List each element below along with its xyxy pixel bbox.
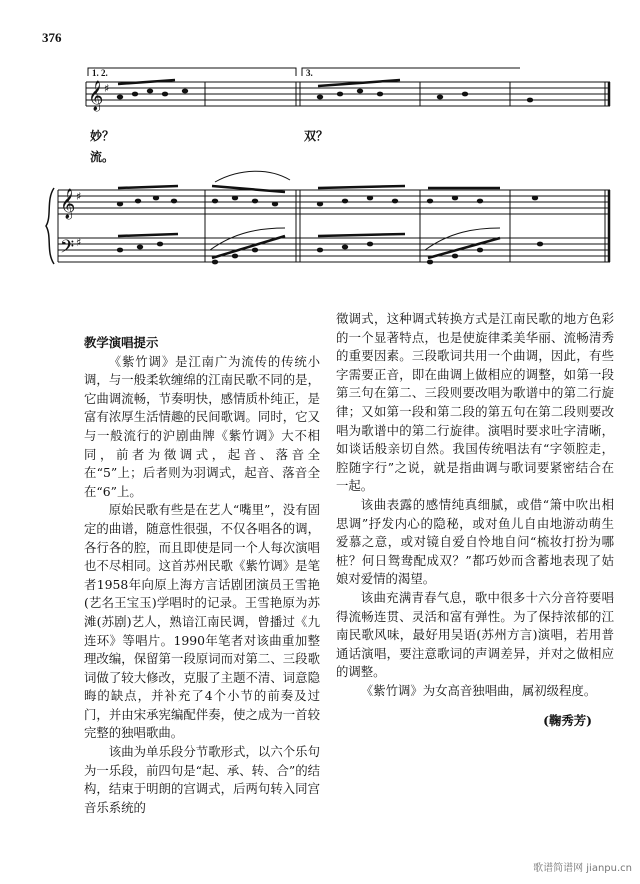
lyric: 流。	[90, 150, 115, 164]
svg-text:♯: ♯	[104, 82, 110, 95]
author: (鞠秀芳)	[543, 713, 592, 729]
watermark: 歌谱简谱网 jianpu.cn	[533, 863, 632, 874]
paragraph: 该曲表露的感情纯真细腻，或借“箫中吹出相思调”抒发内心的隐秘，或对鱼儿自由地游动萌生爱慕之意，或对镜自爱自怜地自问“梳妆打扮为哪桩？何日鸳鸯配成双？”都巧妙而含蓄地表现了姑娘对爱情的渴望。	[336, 496, 614, 587]
piano-bass-staff	[58, 238, 610, 262]
lyric: 双？	[304, 129, 329, 143]
right-column	[336, 310, 614, 731]
lyric: 妙？	[90, 129, 115, 143]
paragraph: 该曲为单乐段分节歌形式，以六个乐句为一乐段，前四句是“起、承、转、合”的结构，结束于明朗的宫调式，后两句转入同宫音乐系统的	[84, 744, 320, 815]
paragraph: 《紫竹调》为女高音独唱曲，属初级程度。	[360, 682, 597, 698]
volta-1: 1. 2.	[92, 68, 108, 78]
page-number: 376	[42, 30, 62, 45]
svg-text:𝄞: 𝄞	[88, 81, 104, 111]
paragraph: 《紫竹调》是江南广为流传的传统小调，与一般柔软缠绵的江南民歌不同的是，它曲调流畅，节奏明快，感情质朴纯正，是富有浓厚生活情趣的民间歌调。同时，它又与一般流行的沪剧曲牌《紫竹调》大不相同，前者为徵调式，起音、落音全在“5”上；后者则为羽调式，起音、落音全在“6”上。	[84, 353, 320, 499]
paragraph: 原始民歌有些是在艺人“嘴里”，没有固定的曲谱，随意性很强，不仅各唱各的调，各行各的腔，而且即使是同一个人每次演唱也不尽相同。这首苏州民歌《紫竹调》是笔者1958年向原上海方言话剧团演员王雪艳(艺名王宝玉)学唱时的记录。王雪艳原为苏滩(苏剧)艺人，熟谙江南民调，曾播过《九连环》等唱片。1990年笔者对该曲重加整理改编，保留第一段原词而对第二、三段歌词做了较大修改，克服了主题不清、词意隐晦的缺点，并补充了4个小节的前奏及过门，并由宋承宪编配伴奏，使之成为一首较完整的独唱歌曲。	[84, 502, 320, 741]
paragraph: 该曲充满青春气息，歌中很多十六分音符要唱得流畅连贯、灵活和富有弹性。为了保持浓郁的江南民歌风味，最好用吴语(苏州方言)演唱，若用普通话演唱，要注意歌词的声调差异，并对之做相应的调整。	[336, 589, 614, 680]
section-heading: 教学演唱提示	[84, 335, 159, 350]
svg-text:𝄢: 𝄢	[60, 237, 75, 262]
svg-text:♯: ♯	[76, 236, 82, 249]
left-column	[84, 334, 320, 817]
volta-2: 3.	[306, 68, 313, 78]
paragraph: 徵调式，这种调式转换方式是江南民歌的地方色彩的一个显著特点，也是使旋律柔美华丽、流畅清秀的重要因素。三段歌词共用一个曲调，因此，有些字需要正音，即在曲调上做相应的调整，如第一段第三句在第二、三段则要改唱为歌谱中的第二行旋律；又如第一段和第二段的第五句在第二段则要改唱为歌谱中的第二行旋律。演唱时要求吐字清晰，如谈话般亲切自然。我国传统唱法有“字领腔走，腔随字行”之说，就是指曲调与歌词要紧密结合在一起。	[336, 311, 614, 494]
svg-text:♯: ♯	[76, 190, 82, 203]
svg-text:𝄞: 𝄞	[60, 189, 76, 219]
